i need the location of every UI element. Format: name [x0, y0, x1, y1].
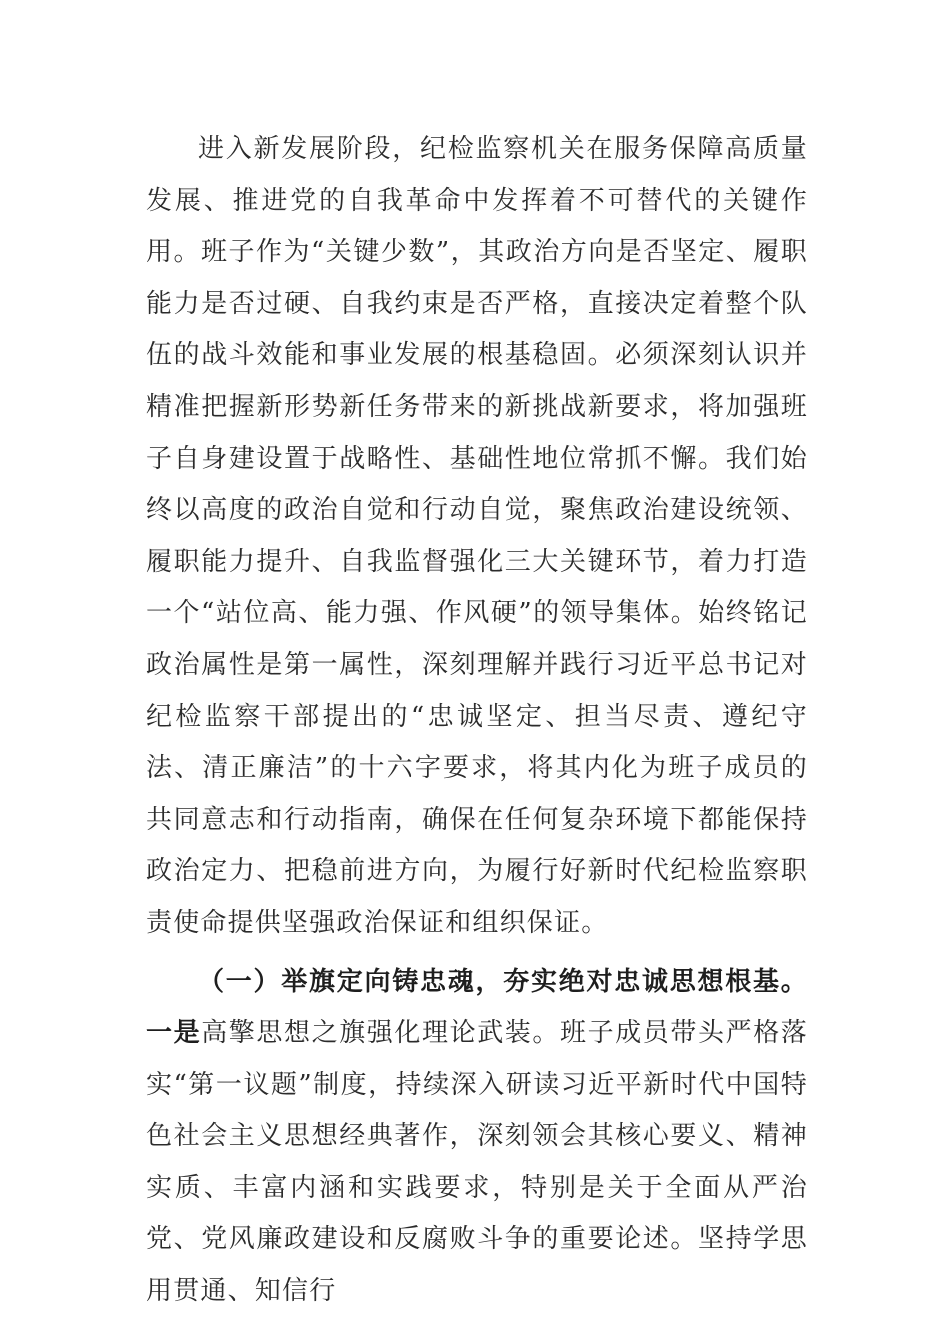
paragraph-intro-text: 进入新发展阶段，纪检监察机关在服务保障高质量发展、推进党的自我革命中发挥着不可替代的关键作用。班子作为“关键少数”，其政治方向是否坚定、履职能力是否过硬、自我约束是否严格，直接决定着整个队伍的战斗效能和事业发展的根基稳固。必须深刻认识并精准把握新形势新任务带来的新挑战新要求，将加强班子自身建设置于战略性、基础性地位常抓不懈。我们始终以高度的政治自觉和行动自觉，聚焦政治建设统领、履职能力提升、自我监督强化三大关键环节，着力打造一个“站位高、能力强、作风硬”的领导集体。始终铭记政治属性是第一属性，深刻理解并践行习近平总书记对纪检监察干部提出的“忠诚坚定、担当尽责、遵纪守法、清正廉洁”的十六字要求，将其内化为班子成员的共同意志和行动指南，确保在任何复杂环境下都能保持政治定力、把稳前进方向，为履行好新时代纪检监察职责使命提供坚强政治保证和组织保证。	[146, 134, 808, 938]
document-body	[146, 124, 808, 1318]
section-one-heading: （一）举旗定向铸忠魂，夯实绝对忠诚思想根基。一是	[146, 966, 808, 1049]
paragraph-section-one	[146, 957, 808, 1318]
section-one-text: 高擎思想之旗强化理论武装。班子成员带头严格落实“第一议题”制度，持续深入研读习近平新时代中国特色社会主义思想经典著作，深刻领会其核心要义、精神实质、丰富内涵和实践要求，特别是关于全面从严治党、党风廉政建设和反腐败斗争的重要论述。坚持学思用贯通、知信行	[146, 1018, 808, 1307]
paragraph-intro	[146, 124, 808, 950]
